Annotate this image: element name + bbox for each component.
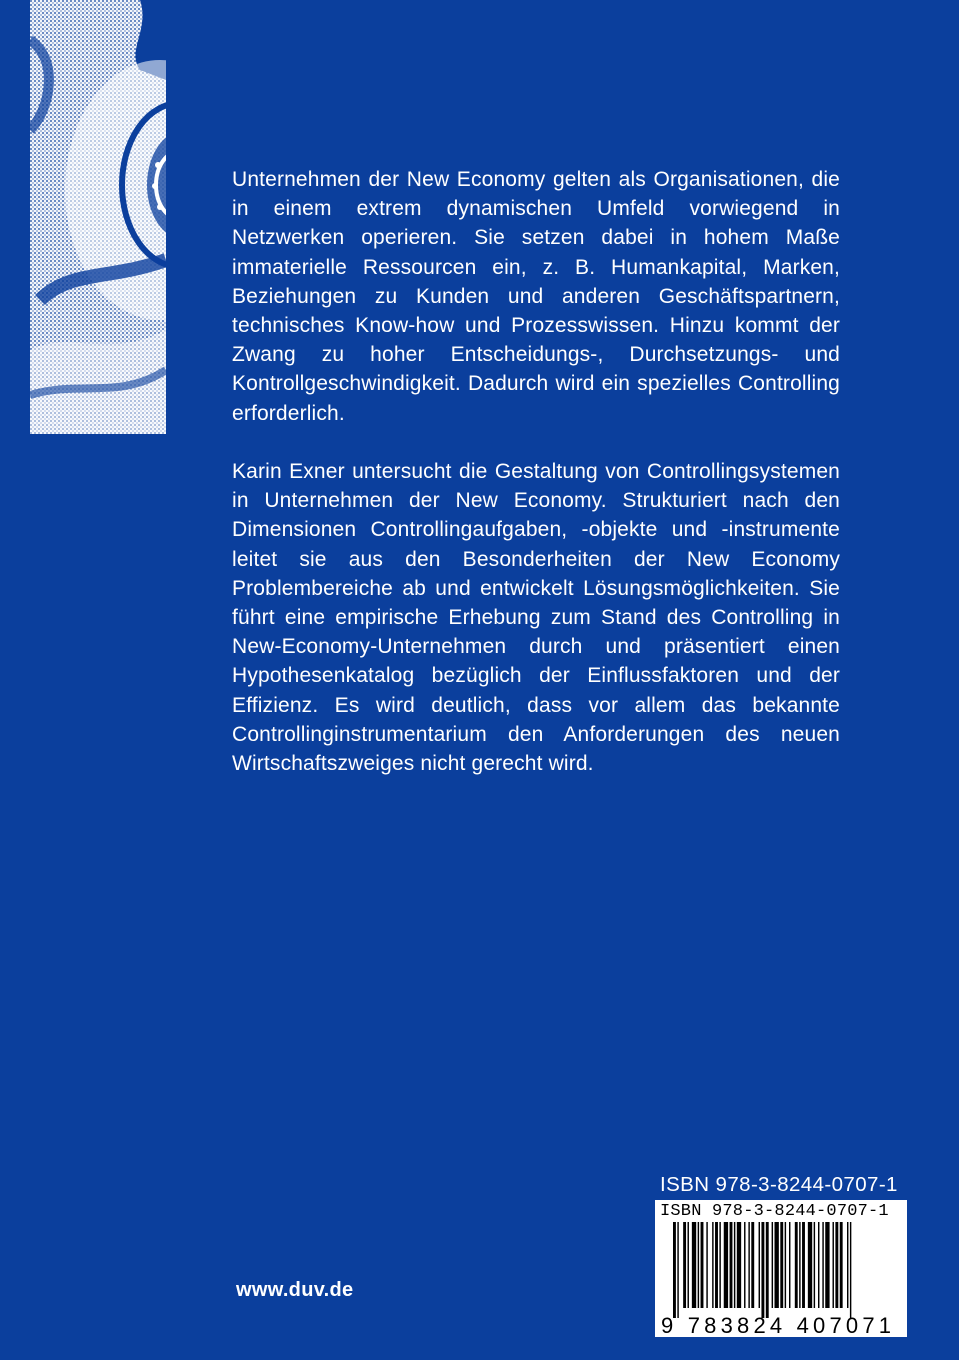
barcode-bar (748, 1222, 749, 1308)
barcode-bar (719, 1222, 720, 1308)
barcode-bar (692, 1222, 696, 1308)
isbn-label: ISBN 978-3-8244-0707-1 (660, 1173, 898, 1196)
barcode-bar (780, 1222, 783, 1308)
barcode-bar (724, 1222, 728, 1308)
barcode-digits: 9 783824 407071 (661, 1313, 891, 1336)
barcode-bar (785, 1222, 786, 1308)
barcode-bar (698, 1222, 699, 1308)
barcode-bar (840, 1222, 843, 1308)
barcode-bar (833, 1222, 834, 1308)
barcode-bar (825, 1222, 829, 1308)
barcode-bar (847, 1222, 848, 1308)
barcode-bar (835, 1222, 838, 1308)
barcode-bar (730, 1222, 733, 1308)
barcode-bar (744, 1222, 745, 1308)
blurb-paragraph-2: Karin Exner untersucht die Gestaltung von Controllingsystemen in Unternehmen der New Economy. Strukturiert nach den Dimensionen Controllingaufgaben, -objekte und -instrumente leitet sie aus den Besonderheiten der New Economy Problembereiche ab und entwickelt Lösungsmöglichkeiten. Sie führt eine empirische Erhebung zum Stand des Controlling in New-Economy-Unternehmen durch und präsentiert einen Hypothesenkatalog bezüglich der Einflussfaktoren und der Effizienz. Es wird deutlich, dass vor allem das bekannte Controllinginstrumentarium den Anforderungen des neuen Wirtschaftszweiges nicht gerecht wird. (232, 460, 840, 776)
barcode-bar (814, 1222, 815, 1308)
barcode-bar (808, 1222, 812, 1308)
publisher-website: www.duv.de (236, 1279, 354, 1301)
barcode-bar (795, 1222, 798, 1308)
barcode-bar (737, 1222, 741, 1308)
barcode-isbn-label: ISBN 978-3-8244-0707-1 (660, 1202, 889, 1221)
barcode-bar (799, 1222, 800, 1308)
barcode (655, 1200, 907, 1337)
barcode-bar (761, 1222, 764, 1318)
blurb-paragraph-1: Unternehmen der New Economy gelten als Organisationen, die in einem extrem dynamischen Umfeld vorwiegend in Netzwerken operieren. Sie setzen dabei in hohem Maße immaterielle Ressourcen ein, z. B. Humankapital, Marken, Beziehungen zu Kunden und anderen Geschäftspartnern, technisches Know-how und Prozesswissen. Hinzu kommt der Zwang zu hoher Entscheidungs-, Durchsetzungs- und Kontrollgeschwindigkeit. Dadurch wird ein spezielles Controlling erforderlich. (232, 168, 840, 425)
barcode-bar (766, 1222, 769, 1318)
barcode-bar (751, 1222, 754, 1308)
barcode-bar (772, 1222, 773, 1308)
barcode-bar (759, 1222, 760, 1308)
barcode-bars (673, 1222, 851, 1318)
barcode-bar (734, 1222, 735, 1308)
barcode-graphic (659, 1222, 895, 1336)
barcode-bar (673, 1222, 676, 1318)
barcode-bar (802, 1222, 805, 1308)
barcode-bar (712, 1222, 713, 1308)
barcode-bar (789, 1222, 790, 1308)
wheel-illustration-icon (30, 0, 166, 434)
barcode-bar (818, 1222, 819, 1308)
barcode-bar (715, 1222, 718, 1308)
barcode-bar (822, 1222, 823, 1308)
barcode-bar (850, 1222, 851, 1318)
barcode-bar (706, 1222, 707, 1308)
barcode-bar (701, 1222, 704, 1308)
barcode-bar (688, 1222, 689, 1308)
cover-illustration (30, 0, 166, 434)
barcode-bar (775, 1222, 779, 1308)
barcode-bar (683, 1222, 686, 1308)
barcode-bar (677, 1222, 678, 1318)
